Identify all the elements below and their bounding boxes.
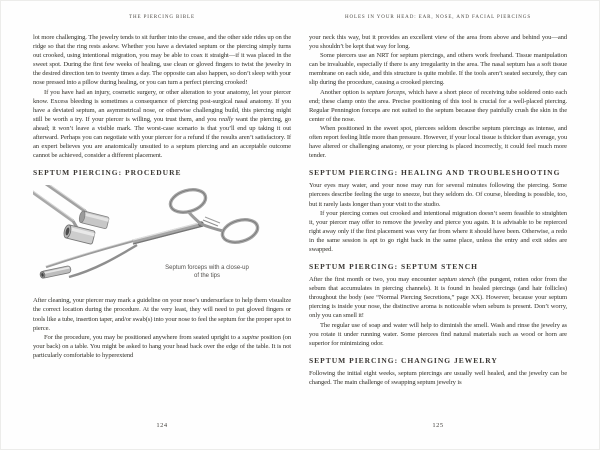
paragraph: The regular use of soap and water will help to diminish the smell. Wash and rinse the jewelry as you rotate it under running water. Some piercees find natural materials such as wood or horn are superior for minimizing odor. [309,321,567,347]
left-page-content [33,0,291,450]
section-heading-jewelry: SEPTUM PIERCING: CHANGING JEWELRY [309,355,498,365]
right-page [300,0,600,450]
page-number-left: 124 [156,422,168,429]
forceps-tips-closeup [33,185,109,244]
section-heading-healing: SEPTUM PIERCING: HEALING AND TROUBLESHOOTING [309,168,561,178]
paragraph: your neck this way, but it provides an excellent view of the area from above and behind you—and you shouldn’t be kept that way for long. [309,34,567,51]
paragraph: After the first month or two, you may encounter septum stench (the pungent, rotten odor from the sebum that accumulates in piercing channels). It is found in healed piercings (and hair follicles) throughout the body (see “Normal Piercing Secretions,” page XX). However, because your septum piercing is inside your nose, the distinctive aroma is noticeable when sebum is present. Don’t worry, only you can smell it! [309,276,567,320]
paragraph: Another option is septum forceps, which have a short piece of receiving tube soldered onto each end; these clamp onto the area. Precise positioning of this tool is crucial for a well-placed piercing. Regular Pennington forceps are not suited to the septum because they painfully crush the skin in the center of the nose. [309,88,567,123]
paragraph: For the procedure, you may be positioned anywhere from seated upright to a supine position (on your back) on a table. You might be asked to hang your head back over the edge of the table. It is not particularly comfortable to hyperextend [33,333,291,359]
section-heading-stench: SEPTUM PIERCING: SEPTUM STENCH [309,262,478,272]
paragraph: If you have had an injury, cosmetic surgery, or other alteration to your anatomy, let your piercer know. Excess bleeding is sometimes a consequence of piercing post-surgical nasal anatomy. If you have a deviated septum, an asymmetrical nose, or otherwise challenging build, this piercing might still be worth a try. If your piercer is willing, you trust them, and you really want the piercing, go ahead; it won’t leave a visible mark. The worst-case scenario is that you’ll end up taking it out afterward. Perhaps you can negotiate with your piercer for a refund if the results aren’t satisfactory. If an expert believes you are anatomically unsuited to a septum piercing and an acceptable outcome cannot be achieved, consider a different placement. [33,88,291,160]
paragraph: Following the initial eight weeks, septum piercings are usually well healed, and the jewelry can be changed. The main challenge of swapping septum jewelry is [309,369,567,386]
paragraph: If your piercing comes out crooked and intentional migration doesn’t seem feasible to straighten it, your piercer may offer to remove the jewelry and pierce you again. It is advisable to be repierced right away only if the first placement was very far from where it should have been. Otherwise, a redo in the same session is apt to go right back in the same place, unless the entry and exit sides are swapped. [309,209,567,253]
paragraph: When positioned in the sweet spot, piercees seldom describe septum piercings as intense, and often report feeling little more than pressure. However, if your local tissue is thicker than average, you have altered or challenging anatomy, or your piercing is placed incorrectly, it could feel much more tender. [309,124,567,160]
right-page-content [309,0,567,450]
figure-caption-line2: of the tips [193,272,220,279]
page-number-right: 125 [432,422,444,429]
figure-caption-line1: Septum forceps with a close-up [165,265,249,272]
paragraph: lot more challenging. The jewelry tends to sit further into the crease, and the other side rides up on the ridge so that the ring rests askew. Whether you have a deviated septum or the piercing simply turns out crooked, using intentional migration, you may be able to coax it straight—if it was placed in the sweet spot. During the first few weeks of healing, use clean or gloved fingers to twist the jewelry in the desired direction ten to twenty times a day. The opposite can also happen, so don’t sleep with your nose pressed into a pillow during healing, or you can turn a perfect piercing crooked! [33,34,291,87]
septum-forceps-figure [33,185,291,287]
section-heading-procedure: SEPTUM PIERCING: PROCEDURE [33,168,182,178]
running-head-left: THE PIERCING BIBLE [129,15,195,20]
running-head-right: HOLES IN YOUR HEAD: EAR, NOSE, AND FACIAL PIERCINGS [345,15,531,20]
figure-caption [159,265,255,280]
paragraph: After cleaning, your piercer may mark a guideline on your nose’s undersurface to help them visualize the correct location during the procedure. At the very least, they will need to put gloved fingers or tools like a tube, insertion taper, and/or swab(s) into your nose to feel the septum for the proper spot to pierce. [33,297,291,332]
paragraph: Some piercers use an NRT for septum piercings, and others work freehand. Tissue manipulation can be invaluable, especially if there is any irregularity in the area. The nasal septum has a soft tissue membrane on each side, and this structure is quite mobile. If the tools aren’t seated securely, they can slip during the procedure, causing a crooked piercing. [309,52,567,87]
paragraph: Your eyes may water, and your nose may run for several minutes following the piercing. Some piercees describe feeling the urge to sneeze, but they seldom do. Of course, bleeding is possible, too, but it rarely lasts longer than your visit to the studio. [309,182,567,208]
